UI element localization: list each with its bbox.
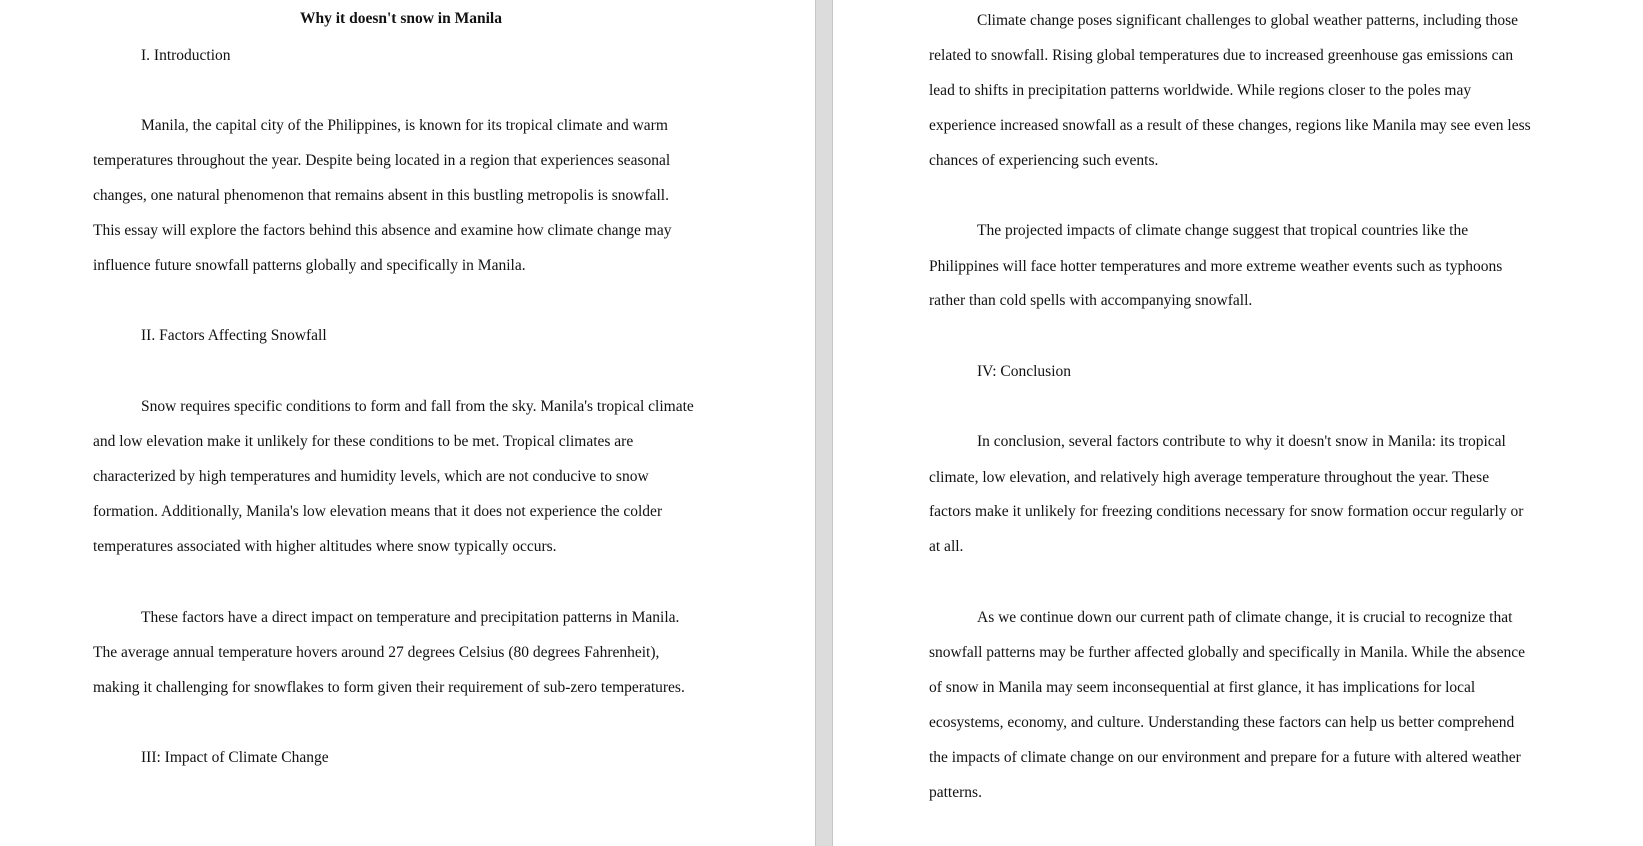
paragraph-line: characterized by high temperatures and humidity levels, which are not conducive to snow xyxy=(93,468,649,485)
paragraph-line: Climate change poses significant challenges to global weather patterns, including those xyxy=(977,12,1519,29)
paragraph-line: The average annual temperature hovers around 27 degrees Celsius (80 degrees Fahrenheit), xyxy=(93,644,660,661)
paragraph-line: These factors have a direct impact on temperature and precipitation patterns in Manila. xyxy=(141,609,680,626)
paragraph-line: at all. xyxy=(929,538,964,555)
paragraph-line: changes, one natural phenomenon that remains absent in this bustling metropolis is snowfall. xyxy=(93,187,669,204)
paragraph-line: temperatures associated with higher altitudes where snow typically occurs. xyxy=(93,538,557,555)
paragraph-line: lead to shifts in precipitation patterns worldwide. While regions closer to the poles may xyxy=(929,82,1472,99)
paragraph-line: related to snowfall. Rising global temperatures due to increased greenhouse gas emissions can xyxy=(929,47,1514,64)
paragraph-line: As we continue down our current path of climate change, it is crucial to recognize that xyxy=(977,609,1513,626)
paragraph-line: of snow in Manila may seem inconsequential at first glance, it has implications for local xyxy=(929,679,1476,696)
paragraph-line: making it challenging for snowflakes to form given their requirement of sub-zero temperatures. xyxy=(93,679,685,696)
document-title: Why it doesn't snow in Manila xyxy=(300,10,502,27)
paragraph-line: chances of experiencing such events. xyxy=(929,152,1159,169)
paragraph-line: and low elevation make it unlikely for these conditions to be met. Tropical climates are xyxy=(93,433,634,450)
paragraph-line: Snow requires specific conditions to form and fall from the sky. Manila's tropical climate xyxy=(141,398,694,415)
section-heading-impact: III: Impact of Climate Change xyxy=(141,749,329,766)
paragraph-line: patterns. xyxy=(929,784,982,801)
paragraph-line: influence future snowfall patterns globally and specifically in Manila. xyxy=(93,257,526,274)
paragraph-line: climate, low elevation, and relatively high average temperature throughout the year. These xyxy=(929,469,1490,486)
paragraph-line: factors make it unlikely for freezing conditions necessary for snow formation occur regularly or xyxy=(929,503,1524,520)
section-heading-factors: II. Factors Affecting Snowfall xyxy=(141,327,327,344)
paragraph-line: This essay will explore the factors behind this absence and examine how climate change may xyxy=(93,222,672,239)
document-page-left xyxy=(0,0,815,846)
section-heading-introduction: I. Introduction xyxy=(141,47,231,64)
paragraph-line: Philippines will face hotter temperatures and more extreme weather events such as typhoons xyxy=(929,258,1503,275)
paragraph-line: ecosystems, economy, and culture. Understanding these factors can help us better comprehend xyxy=(929,714,1515,731)
paragraph-line: Manila, the capital city of the Philippines, is known for its tropical climate and warm xyxy=(141,117,668,134)
paragraph-line: the impacts of climate change on our environment and prepare for a future with altered weather xyxy=(929,749,1521,766)
paragraph-line: snowfall patterns may be further affected globally and specifically in Manila. While the absence xyxy=(929,644,1525,661)
paragraph-line: temperatures throughout the year. Despite being located in a region that experiences seasonal xyxy=(93,152,671,169)
section-heading-conclusion: IV: Conclusion xyxy=(977,363,1071,380)
paragraph-line: rather than cold spells with accompanying snowfall. xyxy=(929,292,1253,309)
paragraph-line: formation. Additionally, Manila's low elevation means that it does not experience the colder xyxy=(93,503,663,520)
paragraph-line: experience increased snowfall as a result of these changes, regions like Manila may see even less xyxy=(929,117,1531,134)
document-page-right xyxy=(833,0,1643,846)
page-gutter xyxy=(815,0,833,846)
paragraph-line: In conclusion, several factors contribute to why it doesn't snow in Manila: its tropical xyxy=(977,433,1506,450)
paragraph-line: The projected impacts of climate change suggest that tropical countries like the xyxy=(977,222,1469,239)
